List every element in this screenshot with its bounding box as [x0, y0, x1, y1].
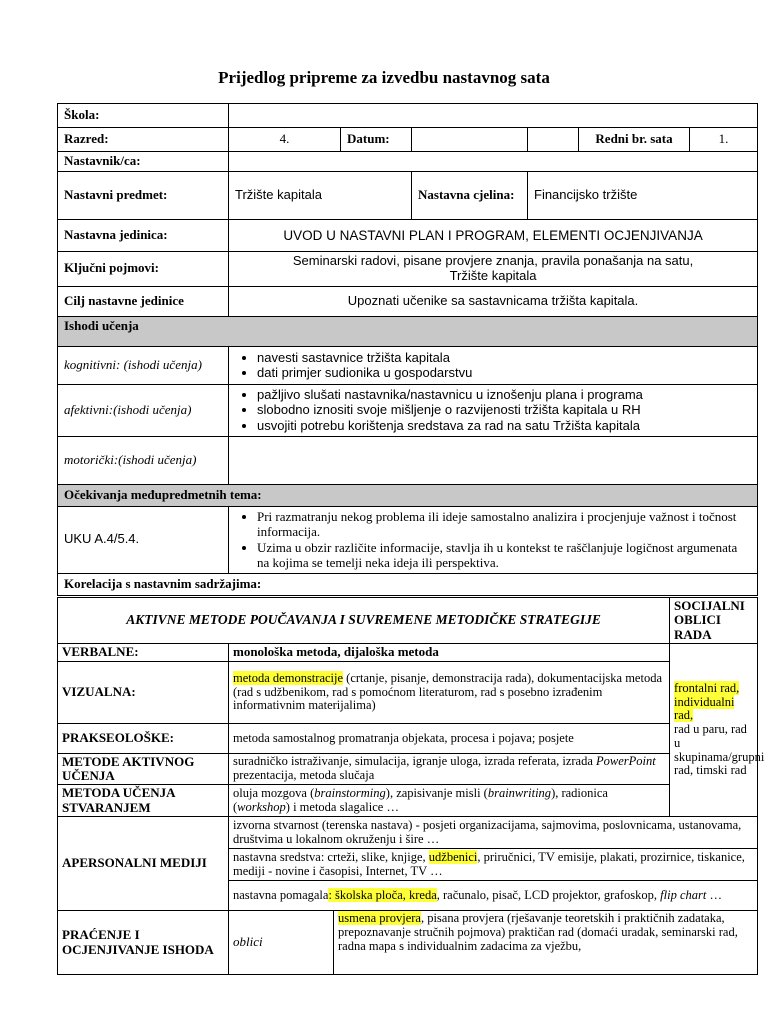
- document-title: Prijedlog pripreme za izvedbu nastavnog sata: [218, 68, 550, 87]
- aktivne-header: AKTIVNE METODE POUČAVANJA I SUVREMENE METODIČKE STRATEGIJE: [58, 598, 670, 644]
- medij-pomagala: [229, 881, 758, 911]
- medij-sredstva: [229, 849, 758, 881]
- cilj-value: Upoznati učenike sa sastavnicama tržišta kapitala.: [229, 286, 758, 316]
- korelacija-label: Korelacija s nastavnim sadržajima:: [58, 574, 758, 596]
- apersonalni-label: APERSONALNI MEDIJI: [58, 817, 229, 911]
- stvaranjem-italic-2: brainwriting: [487, 786, 552, 801]
- prakseoloske-label: PRAKSEOLOŠKE:: [58, 723, 229, 753]
- pojmovi-label: Ključni pojmovi:: [58, 252, 229, 287]
- jedinica-label: Nastavna jedinica:: [58, 220, 229, 252]
- pracenje-label: PRAĆENJE I OCJENJIVANJE ISHODA: [58, 911, 229, 975]
- ishodi-header: Ishodi učenja: [58, 316, 758, 346]
- methods-table: [57, 597, 765, 975]
- vizualna-rest: (crtanje, pisanje, demonstracija rada), dokumentacijska metoda (rad s udžbenikom, rad s pomoćnom literaturom, rad s posebno izrađenim informativnim materijalima): [233, 670, 663, 713]
- socijalni-highlight: frontalni rad, individualni rad,: [674, 680, 740, 723]
- aktivnog-text-a: suradničko istraživanje, simulacija, igranje uloga, izrada referata, izrada: [233, 754, 597, 769]
- vizualna-highlight: metoda demonstracije: [233, 670, 344, 685]
- pracenje-highlight: usmena provjera: [338, 911, 421, 926]
- afektivni-item: • usvojiti potrebu korištenja sredstava za rad na satu Tržišta kapitala: [257, 418, 751, 434]
- skola-value: [229, 104, 758, 128]
- medij2-highlight: udžbenici: [428, 849, 478, 864]
- afektivni-item: • slobodno iznositi svoje mišljenje o razvijenosti tržišta kapitala u RH: [257, 402, 751, 418]
- pojmovi-value: [229, 252, 758, 287]
- nastavnik-label: Nastavnik/ca:: [58, 152, 229, 172]
- medij3-text-b: , računalo, pisač, LCD projektor, grafoskop,: [436, 887, 661, 902]
- skola-label: Škola:: [58, 104, 229, 128]
- cilj-label: Cilj nastavne jedinice: [58, 286, 229, 316]
- medij-izvorna: izvorna stvarnost (terenska nastava) - posjeti organizacijama, sajmovima, poslovnicama, ustanovama, društvima u lokalnom okruženju i šire …: [229, 817, 758, 849]
- kognitivni-list: [229, 346, 758, 384]
- predmet-value: Tržište kapitala: [229, 172, 412, 220]
- aktivnog-text-italic: PowerPoint: [596, 754, 656, 769]
- lesson-info-table: [57, 103, 758, 596]
- afektivni-item: • pažljivo slušati nastavnika/nastavnicu u iznošenju plana i programa: [257, 387, 751, 403]
- medij2-text-b: , priručnici, TV emisije, plakati, prozirnice, tiskanice, mediji - novine i časopisi, Internet, TV …: [233, 849, 745, 878]
- redni-label: Redni br. sata: [579, 128, 690, 152]
- uku-item: • Uzima u obzir različite informacije, stavlja ih u kontekst te raščlanjuje logičnost argumenata na kojima se temelji neka ideja ili perspektiva.: [257, 540, 751, 571]
- motoricki-label: motorički:(ishodi učenja): [58, 436, 229, 484]
- kognitivni-item: • dati primjer sudionika u gospodarstvu: [257, 365, 751, 381]
- pracenje-value: [334, 911, 758, 975]
- stvaranjem-text-a: oluja mozgova (: [233, 786, 315, 801]
- pojmovi-line1: Seminarski radovi, pisane provjere znanja, pravila ponašanja na satu,: [292, 253, 694, 268]
- aktivnog-text-b: prezentacija, metoda slučaja: [233, 768, 375, 783]
- uku-list: [229, 506, 758, 573]
- jedinica-value: UVOD U NASTAVNI PLAN I PROGRAM, ELEMENTI OCJENJIVANJA: [229, 220, 758, 252]
- verbalne-label: VERBALNE:: [58, 643, 229, 661]
- stvaranjem-text-d: ) i metoda slagalice …: [285, 799, 399, 814]
- pojmovi-line2: Tržište kapitala: [449, 267, 537, 283]
- cjelina-value: Financijsko tržište: [528, 172, 758, 220]
- motoricki-value: [229, 436, 758, 484]
- aktivnog-value: [229, 753, 670, 785]
- kognitivni-item: • navesti sastavnice tržišta kapitala: [257, 350, 751, 366]
- razred-value: 4.: [229, 128, 341, 152]
- aktivnog-label: METODE AKTIVNOG UČENJA: [58, 753, 229, 785]
- stvaranjem-text-c: ), radionica (: [233, 786, 608, 814]
- uku-item: • Pri razmatranju nekog problema ili ideje samostalno analizira i procjenjuje važnost i točnost informacija.: [257, 509, 751, 540]
- medij2-text-a: nastavna sredstva: crteži, slike, knjige,: [233, 849, 429, 864]
- socijalni-value: [670, 643, 765, 816]
- datum-value: [412, 128, 528, 152]
- datum-label: Datum:: [341, 128, 412, 152]
- nastavnik-value: [229, 152, 758, 172]
- vizualna-label: VIZUALNA:: [58, 661, 229, 723]
- stvaranjem-text-b: ), zapisivanje misli (: [385, 786, 488, 801]
- ocekivanja-header: Očekivanja međupredmetnih tema:: [58, 484, 758, 506]
- stvaranjem-value: [229, 785, 670, 817]
- medij3-text-a: nastavna pomagala: [233, 887, 329, 902]
- afektivni-list: [229, 384, 758, 436]
- vizualna-value: [229, 661, 670, 723]
- verbalne-value: monološka metoda, dijaloška metoda: [229, 643, 670, 661]
- medij3-italic: flip chart: [660, 887, 707, 902]
- medij3-highlight: : školska ploča, kreda: [328, 887, 437, 902]
- oblici-label: oblici: [229, 911, 334, 975]
- stvaranjem-italic-3: workshop: [237, 799, 286, 814]
- prakseoloske-value: metoda samostalnog promatranja objekata, procesa i pojava; posjete: [229, 723, 670, 753]
- medij3-text-c: …: [706, 887, 722, 902]
- stvaranjem-italic-1: brainstorming: [314, 786, 386, 801]
- uku-label: UKU A.4/5.4.: [58, 506, 229, 573]
- socijalni-header: SOCIJALNI OBLICI RADA: [670, 598, 758, 644]
- predmet-label: Nastavni predmet:: [58, 172, 229, 220]
- stvaranjem-label: METODA UČENJA STVARANJEM: [58, 785, 229, 817]
- cjelina-label: Nastavna cjelina:: [412, 172, 528, 220]
- socijalni-rest: rad u paru, rad u skupinama/grupni rad, timski rad: [674, 722, 765, 778]
- razred-label: Razred:: [58, 128, 229, 152]
- pracenje-rest: , pisana provjera (rješavanje teoretskih i praktičnih zadataka, prepoznavanje stručnih pojmova) praktičan rad (domaći uradak, seminarski rad, radna mapa s individualnim zadacima za vježbu,: [338, 911, 738, 953]
- redni-value: 1.: [690, 128, 758, 152]
- afektivni-label: afektivni:(ishodi učenja): [58, 384, 229, 436]
- kognitivni-label: kognitivni: (ishodi učenja): [58, 346, 229, 384]
